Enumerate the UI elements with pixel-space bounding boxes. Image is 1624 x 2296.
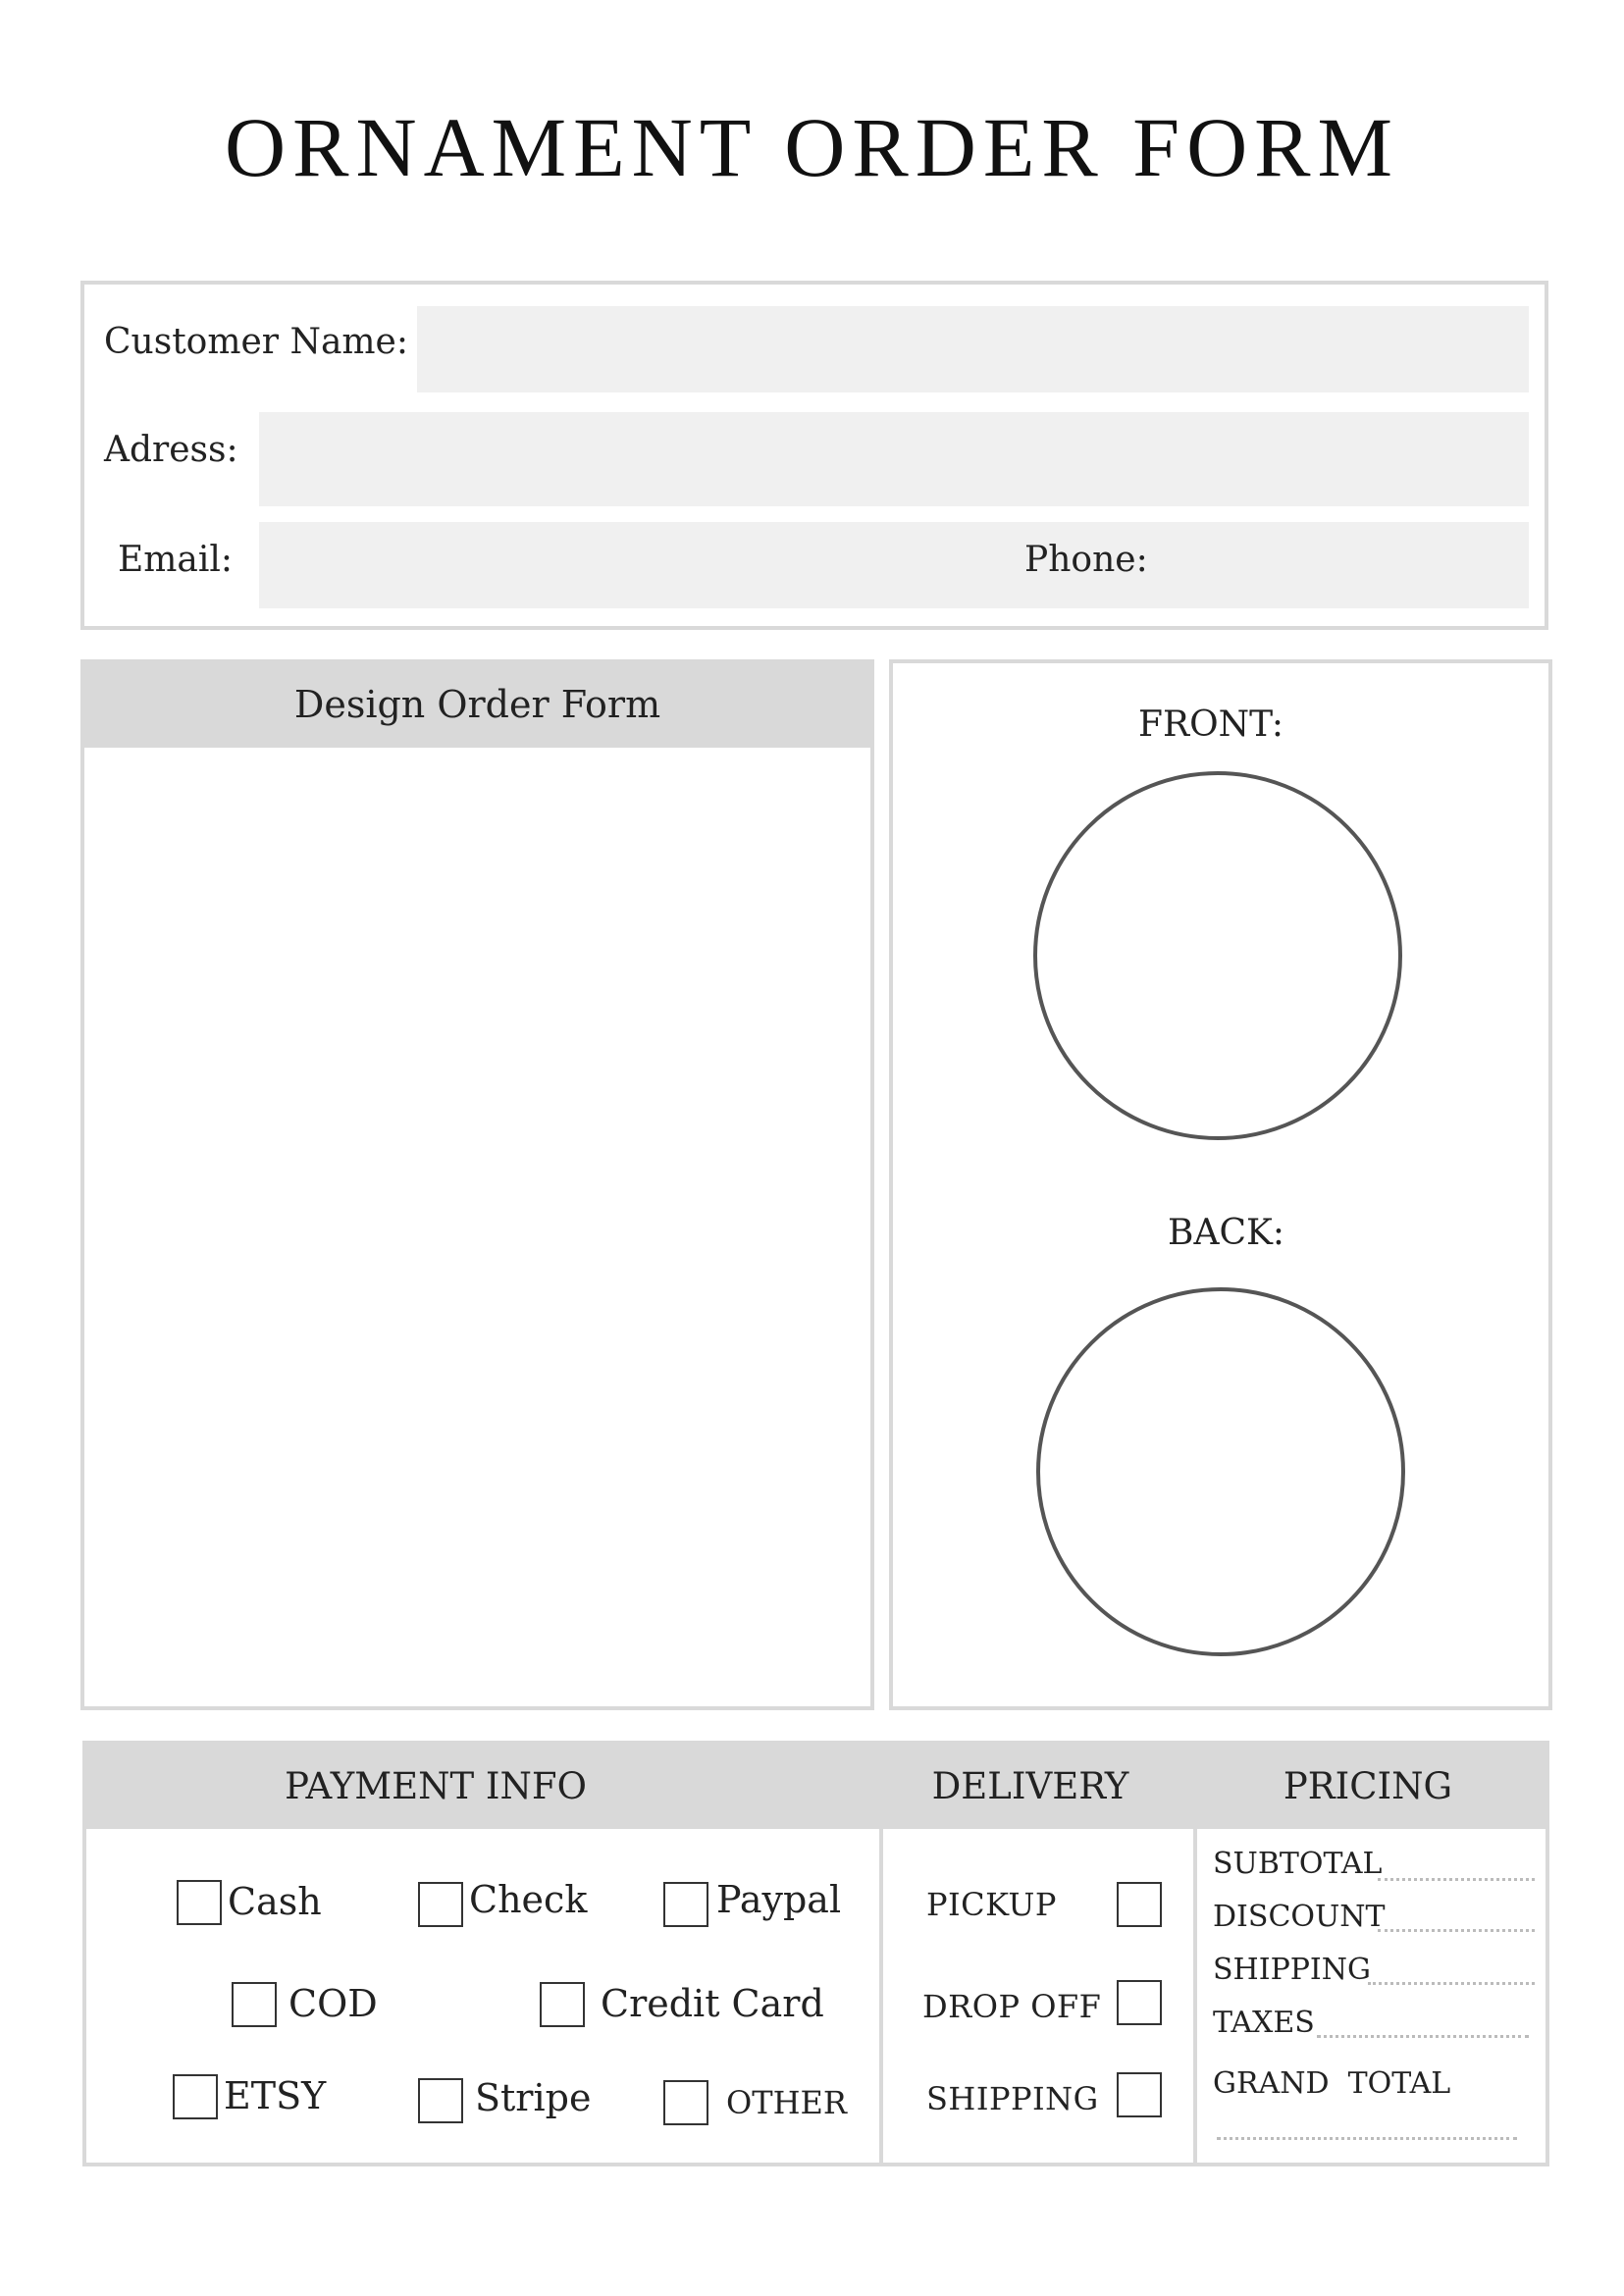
pricing-header: PRICING <box>1283 1765 1453 1807</box>
pickup-label: PICKUP <box>926 1886 1057 1923</box>
taxes-label: TAXES <box>1213 2006 1315 2040</box>
address-label: Adress: <box>104 430 238 470</box>
shipping-price-label: SHIPPING <box>1213 1953 1372 1987</box>
taxes-line[interactable] <box>1317 2035 1529 2038</box>
etsy-label: ETSY <box>224 2074 327 2117</box>
customer-name-label: Customer Name: <box>104 322 408 362</box>
credit-card-label: Credit Card <box>601 1982 824 2025</box>
column-divider <box>1193 1829 1197 2163</box>
front-circle[interactable] <box>1033 771 1402 1140</box>
credit-card-checkbox[interactable] <box>540 1982 585 2027</box>
stripe-label: Stripe <box>475 2076 592 2119</box>
design-drawing-area[interactable] <box>84 748 870 1706</box>
delivery-header: DELIVERY <box>931 1765 1129 1807</box>
grand-total-line[interactable] <box>1217 2137 1517 2140</box>
grand-total-label: GRAND TOTAL <box>1213 2066 1451 2101</box>
payment-info-header: PAYMENT INFO <box>285 1765 587 1807</box>
drop-off-checkbox[interactable] <box>1117 1980 1162 2025</box>
subtotal-line[interactable] <box>1378 1878 1535 1881</box>
other-checkbox[interactable] <box>663 2080 708 2125</box>
customer-info-section <box>80 281 1548 630</box>
discount-label: DISCOUNT <box>1213 1900 1386 1934</box>
paypal-label: Paypal <box>716 1878 842 1921</box>
cash-checkbox[interactable] <box>177 1880 222 1925</box>
stripe-checkbox[interactable] <box>418 2078 463 2123</box>
paypal-checkbox[interactable] <box>663 1882 708 1927</box>
column-divider <box>879 1829 883 2163</box>
payment-delivery-pricing-section <box>82 1741 1549 2166</box>
customer-name-field[interactable] <box>417 306 1529 392</box>
check-checkbox[interactable] <box>418 1882 463 1927</box>
front-label: FRONT: <box>1138 704 1283 745</box>
email-label: Email: <box>118 540 234 580</box>
drop-off-label: DROP OFF <box>922 1988 1102 2025</box>
email-phone-field[interactable] <box>259 522 1529 608</box>
design-order-section <box>80 659 874 1710</box>
page-title: ORNAMENT ORDER FORM <box>225 100 1399 194</box>
back-circle[interactable] <box>1036 1287 1405 1656</box>
discount-line[interactable] <box>1378 1929 1535 1932</box>
shipping-delivery-label: SHIPPING <box>926 2080 1099 2117</box>
shipping-price-line[interactable] <box>1368 1982 1535 1985</box>
design-order-header: Design Order Form <box>84 663 870 748</box>
phone-label: Phone: <box>1024 540 1148 580</box>
other-label: OTHER <box>726 2084 847 2121</box>
cod-label: COD <box>288 1982 378 2025</box>
address-field[interactable] <box>259 412 1529 506</box>
etsy-checkbox[interactable] <box>173 2074 218 2119</box>
shipping-delivery-checkbox[interactable] <box>1117 2072 1162 2117</box>
subtotal-label: SUBTOTAL <box>1213 1847 1383 1881</box>
check-label: Check <box>469 1878 588 1921</box>
ornament-preview-section <box>889 659 1552 1710</box>
cod-checkbox[interactable] <box>232 1982 277 2027</box>
cash-label: Cash <box>228 1880 322 1923</box>
bottom-header-bar <box>86 1745 1545 1829</box>
pickup-checkbox[interactable] <box>1117 1882 1162 1927</box>
back-label: BACK: <box>1168 1213 1285 1253</box>
